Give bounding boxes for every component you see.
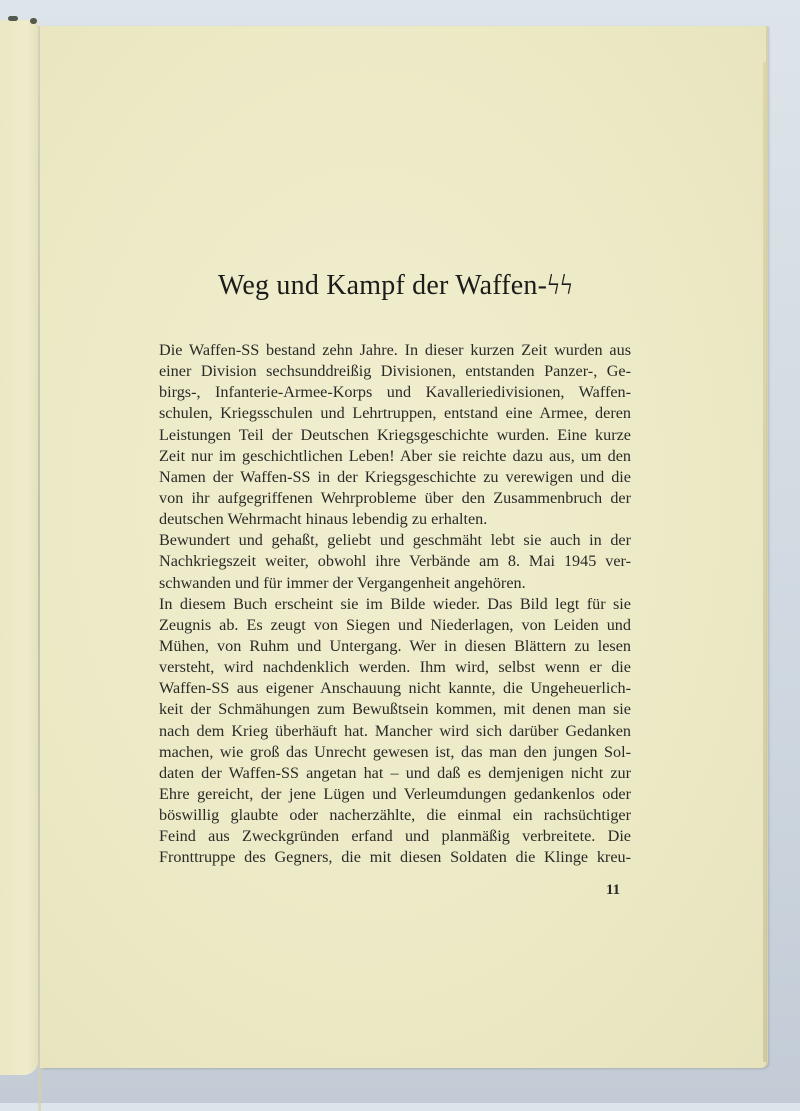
text-line: Leistungen Teil der Deutschen Kriegsgeschichte wurden. Eine kurze: [159, 425, 631, 444]
text-line: nach dem Krieg überhäuft hat. Mancher wird sich darüber Gedanken: [159, 721, 631, 740]
text-line: keit der Schmähungen zum Bewußtsein kommen, mit denen man sie: [159, 700, 631, 719]
text-line: von ihr aufgegriffenen Wehrprobleme über den Zusammenbruch der: [159, 488, 631, 507]
text-line: deutschen Wehrmacht hinaus lebendig zu erhalten.: [159, 510, 488, 529]
text-line: birgs-, Infanterie-Armee-Korps und Kavalleriedivisionen, Waffen-: [159, 383, 631, 402]
text-line: Bewundert und gehaßt, geliebt und geschmäht lebt sie auch in der: [159, 531, 631, 550]
text-line: daten der Waffen-SS angetan hat – und daß es demjenigen nicht zur: [159, 763, 631, 782]
text-line: Nachkriegszeit weiter, obwohl ihre Verbände am 8. Mai 1945 ver-: [159, 552, 631, 571]
page-number: 11: [606, 882, 621, 898]
text-line: Die Waffen-SS bestand zehn Jahre. In dieser kurzen Zeit wurden aus: [159, 341, 631, 359]
left-page-edge: [0, 20, 38, 1075]
text-line: Zeit nur im geschichtlichen Leben! Aber sie reichte dazu aus, um den: [159, 446, 631, 465]
text-line: Mühen, von Ruhm und Untergang. Wer in diesen Blättern zu lesen: [159, 636, 631, 655]
text-line: schulen, Kriegsschulen und Lehrtruppen, entstand eine Armee, deren: [159, 404, 631, 423]
chapter-title-container: [218, 270, 598, 306]
text-line: Feind aus Zweckgründen erfand und planmäßig verbreitete. Die: [159, 827, 631, 846]
text-line: Namen der Waffen-SS in der Kriegsgeschichte zu verewigen und die: [159, 467, 631, 486]
text-line: einer Division sechsunddreißig Divisionen, entstanden Panzer-, Ge-: [159, 362, 631, 381]
chapter-title: Weg und Kampf der Waffen-ϟϟ: [218, 270, 573, 301]
body-text: [159, 340, 631, 869]
page-stack-edge: [763, 62, 767, 1062]
text-line: schwanden und für immer der Vergangenheit angehören.: [159, 573, 526, 592]
text-line: Fronttruppe des Gegners, die mit diesen Soldaten die Klinge kreu-: [159, 848, 631, 867]
text-line: versteht, wird nachdenklich werden. Ihm wird, selbst wenn er die: [159, 658, 631, 677]
page-corner-mark: [30, 18, 37, 24]
text-line: In diesem Buch erscheint sie im Bilde wieder. Das Bild legt für sie: [159, 594, 631, 613]
page-corner-mark: [8, 16, 18, 21]
text-line: Zeugnis ab. Es zeugt von Siegen und Niederlagen, von Leiden und: [159, 615, 631, 634]
text-line: Ehre gereicht, der jene Lügen und Verleumdungen gedankenlos oder: [159, 784, 631, 803]
text-line: Waffen-SS aus eigener Anschauung nicht kannte, die Ungeheuerlich-: [159, 679, 631, 698]
text-line: machen, wie groß das Unrecht gewesen ist, das man den jungen Sol-: [159, 742, 631, 761]
text-line: böswillig glaubte oder nacherzählte, die einmal ein rachsüchtiger: [159, 806, 631, 825]
